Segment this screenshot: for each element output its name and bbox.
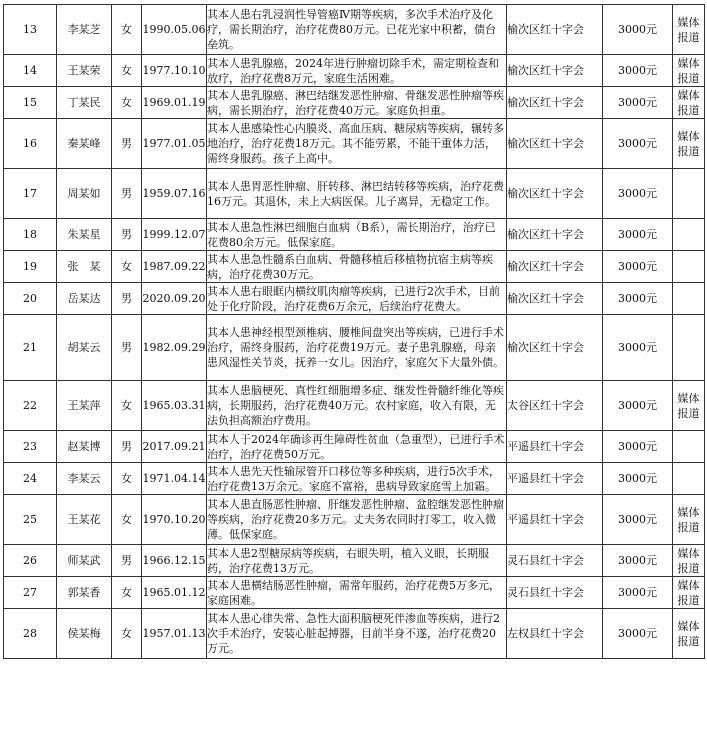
birth-date: 2017.09.21 (142, 431, 207, 463)
media-report-note (673, 431, 705, 463)
recipient-sex: 男 (112, 315, 142, 381)
birth-date: 1971.04.14 (142, 463, 207, 495)
media-report-note: 媒体报道 (673, 609, 705, 659)
red-cross-branch: 平遥县红十字会 (507, 495, 603, 545)
aid-amount: 3000元 (603, 609, 673, 659)
aid-amount: 3000元 (603, 119, 673, 169)
birth-date: 1966.12.15 (142, 545, 207, 577)
case-description: 其本人患脑梗死、真性红细胞增多症、继发性骨髓纤维化等疾病，长期服药，治疗花费40万元。农村家庭，收入有限，无法负担高额治疗费用。 (207, 381, 507, 431)
red-cross-branch: 灵石县红十字会 (507, 545, 603, 577)
row-number: 21 (4, 315, 57, 381)
red-cross-branch: 榆次区红十字会 (507, 119, 603, 169)
red-cross-branch: 榆次区红十字会 (507, 315, 603, 381)
case-description: 其本人患感染性心内膜炎、高血压病、糖尿病等疾病，辗转多地治疗，治疗花费18万元。其不能劳累，不能干重体力活，需终身服药。孩子上高中。 (207, 119, 507, 169)
recipient-sex: 女 (112, 381, 142, 431)
recipient-name: 师某武 (57, 545, 112, 577)
aid-amount: 3000元 (603, 283, 673, 315)
media-report-note (673, 169, 705, 219)
case-description: 其本人患右眼眶内横纹肌肉瘤等疾病，已进行2次手术，目前处于化疗阶段，治疗花费6万余元，后续治疗花费大。 (207, 283, 507, 315)
table-row (4, 577, 705, 609)
birth-date: 1977.10.10 (142, 55, 207, 87)
row-number: 18 (4, 219, 57, 251)
recipient-name: 丁某民 (57, 87, 112, 119)
recipient-name: 赵某博 (57, 431, 112, 463)
aid-amount: 3000元 (603, 251, 673, 283)
recipient-name: 王某花 (57, 495, 112, 545)
media-report-note (673, 251, 705, 283)
media-report-note (673, 219, 705, 251)
recipient-name: 王某荣 (57, 55, 112, 87)
recipient-name: 李某云 (57, 463, 112, 495)
row-number: 23 (4, 431, 57, 463)
birth-date: 1982.09.29 (142, 315, 207, 381)
recipient-sex: 男 (112, 169, 142, 219)
recipient-sex: 女 (112, 87, 142, 119)
media-report-note: 媒体报道 (673, 55, 705, 87)
aid-amount: 3000元 (603, 169, 673, 219)
recipient-name: 秦某峰 (57, 119, 112, 169)
recipient-sex: 女 (112, 5, 142, 55)
row-number: 24 (4, 463, 57, 495)
table-row (4, 219, 705, 251)
table-row (4, 431, 705, 463)
media-report-note: 媒体报道 (673, 545, 705, 577)
case-description: 其本人于2024年确诊再生障碍性贫血（急重型），已进行手术治疗，治疗花费50万元。 (207, 432, 505, 461)
recipient-sex: 男 (112, 431, 142, 463)
table-row (4, 545, 705, 577)
media-report-note: 媒体报道 (673, 381, 705, 431)
case-description: 其本人患2型糖尿病等疾病，右眼失明，植入义眼，长期服药，治疗花费13万元。 (207, 545, 507, 577)
media-report-note (673, 315, 705, 381)
red-cross-branch: 平遥县红十字会 (507, 431, 603, 463)
case-description: 其本人患神经根型颈椎病、腰椎间盘突出等疾病，已进行手术治疗，需终身服药，治疗花费19万元。妻子患乳腺癌，母亲患风湿性关节炎，抚养一女儿。因治疗，家庭欠下大量外债。 (207, 315, 507, 381)
birth-date: 1999.12.07 (142, 219, 207, 251)
birth-date: 1957.01.13 (142, 609, 207, 659)
table-row (4, 495, 705, 545)
row-number: 13 (4, 5, 57, 55)
birth-date: 1977.01.05 (142, 119, 207, 169)
table-body (4, 5, 705, 659)
row-number: 28 (4, 609, 57, 659)
aid-amount: 3000元 (603, 463, 673, 495)
table-row (4, 87, 705, 119)
aid-amount: 3000元 (603, 315, 673, 381)
birth-date: 1965.03.31 (142, 381, 207, 431)
media-report-note: 媒体报道 (673, 577, 705, 609)
case-description: 其本人患胃恶性肿瘤、肝转移、淋巴结转移等疾病，治疗花费16万元。其退休，未上大病医保。儿子离异，无稳定工作。 (207, 169, 507, 219)
aid-amount: 3000元 (603, 577, 673, 609)
red-cross-branch: 榆次区红十字会 (507, 5, 603, 55)
aid-amount: 3000元 (603, 431, 673, 463)
assistance-recipient-table (3, 4, 705, 659)
case-description: 其本人患横结肠恶性肿瘤，需常年服药，治疗花费5万多元，家庭困难。 (207, 577, 507, 609)
recipient-name: 岳某达 (57, 283, 112, 315)
table-row (4, 119, 705, 169)
red-cross-branch: 平遥县红十字会 (507, 463, 603, 495)
red-cross-branch: 榆次区红十字会 (507, 87, 603, 119)
row-number: 16 (4, 119, 57, 169)
case-description: 其本人患急性髓系白血病、骨髓移植后移植物抗宿主病等疾病，治疗花费30万元。 (207, 251, 507, 283)
case-description: 其本人患乳腺癌，2024年进行肿瘤切除手术，需定期检查和放疗，治疗花费8万元，家庭生活困难。 (207, 55, 507, 87)
aid-amount: 3000元 (603, 5, 673, 55)
row-number: 22 (4, 381, 57, 431)
red-cross-branch: 左权县红十字会 (507, 609, 603, 659)
red-cross-branch: 灵石县红十字会 (507, 577, 603, 609)
aid-amount: 3000元 (603, 545, 673, 577)
row-number: 14 (4, 55, 57, 87)
recipient-name: 郭某香 (57, 577, 112, 609)
case-description: 其本人患急性淋巴细胞白血病（B系），需长期治疗，治疗已花费80余万元。低保家庭。 (207, 219, 507, 251)
case-description: 其本人患右乳浸润性导管癌Ⅳ期等疾病，多次手术治疗及化疗，需长期治疗，治疗花费80万元。已花光家中积蓄，债台垒筑。 (207, 5, 507, 55)
row-number: 15 (4, 87, 57, 119)
aid-amount: 3000元 (603, 55, 673, 87)
table-row (4, 169, 705, 219)
recipient-name: 周某如 (57, 169, 112, 219)
recipient-sex: 女 (112, 251, 142, 283)
recipient-sex: 男 (112, 283, 142, 315)
case-description: 其本人患乳腺癌、淋巴结继发恶性肿瘤、骨继发恶性肿瘤等疾病，需长期治疗，治疗花费40万元。家庭负担重。 (207, 87, 507, 119)
case-description: 其本人患直肠恶性肿瘤、肝继发恶性肿瘤、盆腔继发恶性肿瘤等疾病，治疗花费20多万元。丈夫务农同时打零工，收入微薄。低保家庭。 (207, 495, 507, 545)
recipient-sex: 男 (112, 219, 142, 251)
row-number: 26 (4, 545, 57, 577)
table-row (4, 5, 705, 55)
row-number: 27 (4, 577, 57, 609)
birth-date: 1959.07.16 (142, 169, 207, 219)
aid-amount: 3000元 (603, 219, 673, 251)
recipient-name: 李某芝 (57, 5, 112, 55)
media-report-note: 媒体报道 (673, 5, 705, 55)
recipient-sex: 女 (112, 609, 142, 659)
recipient-sex: 女 (112, 495, 142, 545)
red-cross-branch: 太谷区红十字会 (507, 381, 603, 431)
red-cross-branch: 榆次区红十字会 (507, 55, 603, 87)
table-row (4, 251, 705, 283)
birth-date: 1969.01.19 (142, 87, 207, 119)
aid-amount: 3000元 (603, 381, 673, 431)
birth-date: 1965.01.12 (142, 577, 207, 609)
recipient-sex: 女 (112, 577, 142, 609)
recipient-name: 朱某星 (57, 219, 112, 251)
media-report-note (673, 463, 705, 495)
row-number: 20 (4, 283, 57, 315)
media-report-note: 媒体报道 (673, 119, 705, 169)
case-description: 其本人患心律失常、急性大面积脑梗死伴渗血等疾病，进行2次手术治疗，安装心脏起搏器，目前半身不遂，治疗花费20万元。 (207, 609, 507, 659)
table-row (4, 463, 705, 495)
recipient-sex: 男 (112, 119, 142, 169)
row-number: 17 (4, 169, 57, 219)
row-number: 19 (4, 251, 57, 283)
table-row (4, 315, 705, 381)
row-number: 25 (4, 495, 57, 545)
recipient-name: 胡某云 (57, 315, 112, 381)
aid-amount: 3000元 (603, 87, 673, 119)
table-row (4, 283, 705, 315)
recipient-sex: 女 (112, 463, 142, 495)
birth-date: 2020.09.20 (142, 283, 207, 315)
media-report-note: 媒体报道 (673, 495, 705, 545)
case-description: 其本人患先天性输尿管开口移位等多种疾病，进行5次手术，治疗花费13万余元。家庭不富裕，患病导致家庭雪上加霜。 (207, 463, 507, 495)
birth-date: 1987.09.22 (142, 251, 207, 283)
recipient-name: 侯某梅 (57, 609, 112, 659)
birth-date: 1990.05.06 (142, 5, 207, 55)
birth-date: 1970.10.20 (142, 495, 207, 545)
recipient-sex: 男 (112, 545, 142, 577)
recipient-name: 张 某 (57, 251, 112, 283)
aid-amount: 3000元 (603, 495, 673, 545)
recipient-name: 王某萍 (57, 381, 112, 431)
recipient-sex: 女 (112, 55, 142, 87)
table-row (4, 55, 705, 87)
red-cross-branch: 榆次区红十字会 (507, 219, 603, 251)
media-report-note (673, 283, 705, 315)
red-cross-branch: 榆次区红十字会 (507, 169, 603, 219)
table-row (4, 381, 705, 431)
table-row (4, 609, 705, 659)
media-report-note: 媒体报道 (673, 87, 705, 119)
red-cross-branch: 榆次区红十字会 (507, 251, 603, 283)
red-cross-branch: 榆次区红十字会 (507, 283, 603, 315)
